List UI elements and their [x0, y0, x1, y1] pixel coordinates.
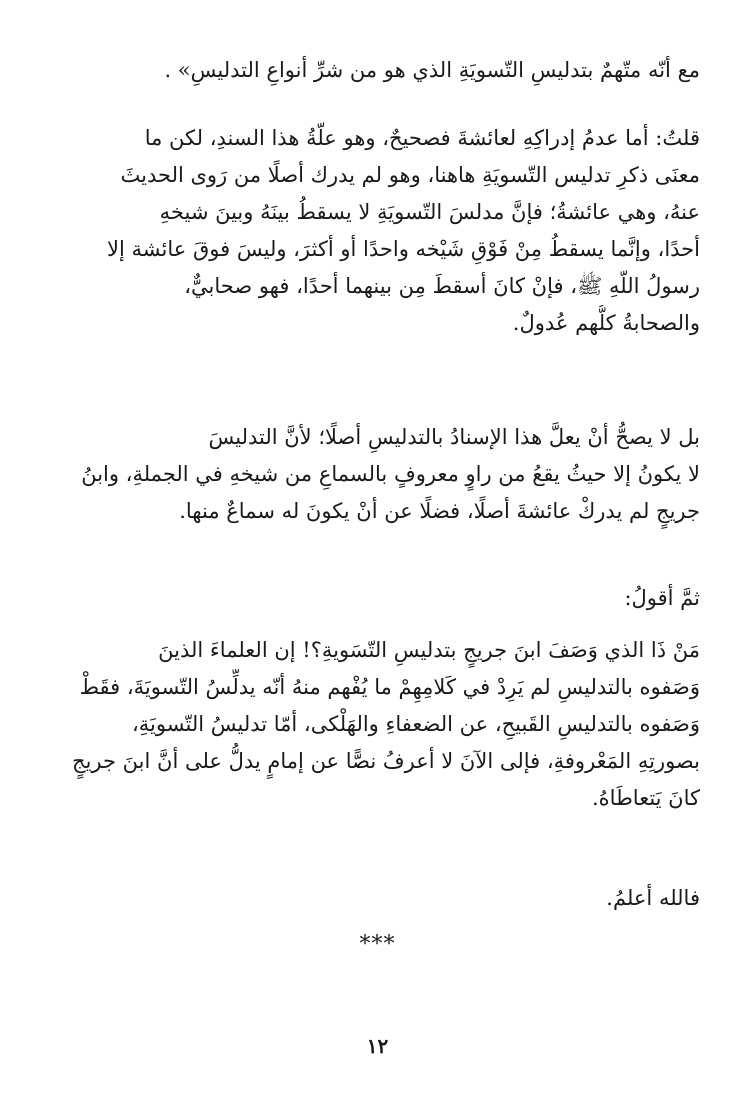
text-line: كانَ يَتعاطَاهُ. [592, 786, 700, 810]
page-number: ١٢ [366, 1034, 389, 1058]
paragraph-6 [60, 880, 700, 917]
paragraph-3 [60, 419, 700, 530]
text-line: لا يكونُ إلا حيثُ يقعُ من راوٍ معروفٍ بالسماعِ من شيخهِ في الجملةِ، وابنُ [81, 462, 700, 486]
section-separator: *** [359, 932, 396, 957]
text-line: مَنْ ذَا الذي وَصَفَ ابنَ جريجٍ بتدليسِ التّسَويةِ؟! إن العلماءَ الذينَ [158, 638, 700, 662]
text-line: فالله أعلمُ. [606, 886, 700, 910]
text-line: مع أنّه متّهمٌ بتدليسِ التّسويَةِ الذي هو من شرِّ أنواعِ التدليسِ» . [164, 58, 700, 82]
paragraph-1 [60, 52, 700, 89]
text-line: رسولُ اللّهِ ﷺ، فإنْ كانَ أسقطَ مِن بينهما أحدًا، فهو صحابيٌّ، [184, 274, 700, 298]
paragraph-4 [60, 580, 700, 617]
text-line: معنَى ذكرِ تدليس التّسويَةِ هاهنا، وهو لم يدرك أصلًا من رَوى الحديثَ [120, 163, 700, 187]
text-line: بصورتِهِ المَعْروفةِ، فإلى الآنَ لا أعرفُ نصًّا عن إمامٍ يدلُّ على أنَّ ابنَ جريجٍ [72, 749, 700, 773]
text-line: جريجٍ لم يدركْ عائشةَ أصلًا، فضلًا عن أنْ يكونَ له سماعٌ منها. [179, 499, 700, 523]
text-line: عنهُ، وهي عائشةُ؛ فإنَّ مدلسَ التّسويَةِ لا يسقطُ بينَهُ وبينَ شيخهِ [159, 200, 700, 224]
text-line: بل لا يصحُّ أنْ يعلَّ هذا الإسنادُ بالتدليسِ أصلًا؛ لأنَّ التدليسَ [208, 425, 700, 449]
text-line: أحدًا، وإنَّما يسقطُ مِنْ فَوْقِ شَيْخه واحدًا أو أكثرَ، وليسَ فوقَ عائشة إلا [107, 237, 700, 261]
text-line: ثمَّ أقولُ: [624, 586, 700, 610]
text-line: وَصَفوه بالتدليسِ القَبيحِ، عن الضعفاءِ والهَلْكى، أمّا تدليسُ التّسويَةِ، [132, 712, 700, 736]
paragraph-2 [60, 120, 700, 342]
text-line: وَصَفوه بالتدليسِ لم يَرِدْ في كَلامِهِمْ ما يُفْهم منهُ أنّه يدلِّسُ التّسويَةَ، فقَطْ [79, 675, 700, 699]
text-line: قلتُ: أما عدمُ إدراكِهِ لعائشةَ فصحيحٌ، وهو علّةُ هذا السندِ، لكن ما [144, 126, 700, 150]
paragraph-5 [60, 632, 700, 817]
text-line: والصحابةُ كلُّهم عُدولٌ. [512, 311, 700, 335]
